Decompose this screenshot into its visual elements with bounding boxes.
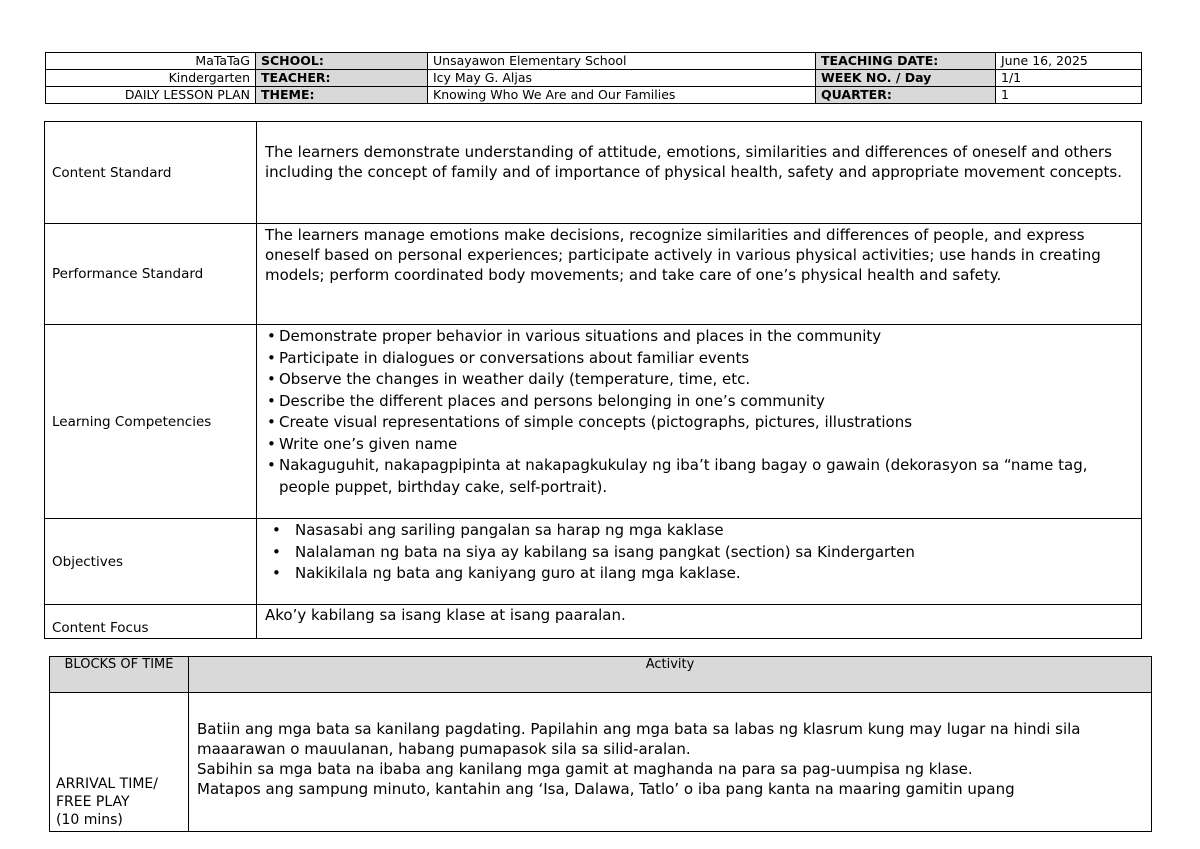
activity-paragraph: Matapos ang sampung minuto, kantahin ang ‘Isa, Dalawa, Tatlo’ o iba pang kanta na maaring gamitin upang — [197, 780, 1015, 798]
teacher-value: Icy May G. Aljas — [428, 70, 816, 87]
objective-item: • Nakikilala ng bata ang kaniyang guro at ilang mga kaklase. — [265, 563, 1133, 585]
school-label: SCHOOL: — [256, 53, 428, 70]
content-standard-label: Content Standard — [45, 122, 257, 224]
school-value: Unsayawon Elementary School — [428, 53, 816, 70]
quarter-label: QUARTER: — [816, 87, 996, 104]
arrival-time-activity — [189, 693, 1152, 832]
week-day-label: WEEK NO. / Day — [816, 70, 996, 87]
competency-item: • Demonstrate proper behavior in various situations and places in the community — [265, 326, 1133, 348]
header-doc-type-label: DAILY LESSON PLAN — [46, 87, 256, 104]
week-day-value: 1/1 — [996, 70, 1142, 87]
lesson-plan-header-table — [45, 52, 1142, 104]
teaching-date-label: TEACHING DATE: — [816, 53, 996, 70]
objective-item: • Nalalaman ng bata na siya ay kabilang sa isang pangkat (section) sa Kindergarten — [265, 542, 1133, 564]
competencies-list — [265, 326, 1133, 498]
competency-item: • Participate in dialogues or conversations about familiar events — [265, 348, 1133, 370]
performance-standard-label: Performance Standard — [45, 224, 257, 325]
objective-item: • Nasasabi ang sariling pangalan sa harap ng mga kaklase — [265, 520, 1133, 542]
quarter-value: 1 — [996, 87, 1142, 104]
competency-item: • Create visual representations of simple concepts (pictographs, pictures, illustrations — [265, 412, 1133, 434]
teaching-date-value: June 16, 2025 — [996, 53, 1142, 70]
activity-paragraph: Sabihin sa mga bata na ibaba ang kanilang mga gamit at maghanda na para sa pag-uumpisa ng klase. — [197, 760, 973, 778]
block-line: FREE PLAY — [56, 794, 130, 810]
content-standard-text: The learners demonstrate understanding of attitude, emotions, similarities and differences of oneself and others including the concept of family and of importance of physical health, safety and appropriate movement concepts. — [257, 122, 1142, 224]
arrival-time-block — [50, 693, 189, 832]
objectives-cell — [257, 519, 1142, 605]
theme-value: Knowing Who We Are and Our Families — [428, 87, 816, 104]
learning-competencies-label: Learning Competencies — [45, 325, 257, 519]
competency-item: • Nakaguguhit, nakapagpipinta at nakapagkukulay ng iba’t ibang bagay o gawain (dekorasyon sa “name tag, people puppet, birthday cake, self-portrait). — [265, 455, 1133, 498]
performance-standard-text: The learners manage emotions make decisions, recognize similarities and differences of people, and express oneself based on personal experiences; participate actively in various physical activities; use hands in creating models; perform coordinated body movements; and take care of one’s physical health and safety. — [257, 224, 1142, 325]
content-focus-text: Ako’y kabilang sa isang klase at isang paaralan. — [257, 605, 1142, 639]
theme-label: THEME: — [256, 87, 428, 104]
teacher-label: TEACHER: — [256, 70, 428, 87]
standards-table — [44, 121, 1142, 639]
activity-header: Activity — [189, 657, 1152, 693]
learning-competencies-cell — [257, 325, 1142, 519]
objectives-list — [265, 520, 1133, 585]
content-focus-label: Content Focus — [45, 605, 257, 639]
header-level-label: Kindergarten — [46, 70, 256, 87]
header-program-label: MaTaTaG — [46, 53, 256, 70]
block-line: ARRIVAL TIME/ — [56, 776, 158, 792]
competency-item: • Describe the different places and persons belonging in one’s community — [265, 391, 1133, 413]
activity-paragraph: Batiin ang mga bata sa kanilang pagdating. Papilahin ang mga bata sa labas ng klasrum kung may lugar na hindi sila maaarawan o mauulanan, habang pumapasok sila sa silid-aralan. — [197, 720, 1081, 758]
competency-item: • Observe the changes in weather daily (temperature, time, etc. — [265, 369, 1133, 391]
objectives-label: Objectives — [45, 519, 257, 605]
activity-table — [49, 656, 1152, 832]
block-line: (10 mins) — [56, 812, 123, 828]
blocks-of-time-header: BLOCKS OF TIME — [50, 657, 189, 693]
competency-item: • Write one’s given name — [265, 434, 1133, 456]
